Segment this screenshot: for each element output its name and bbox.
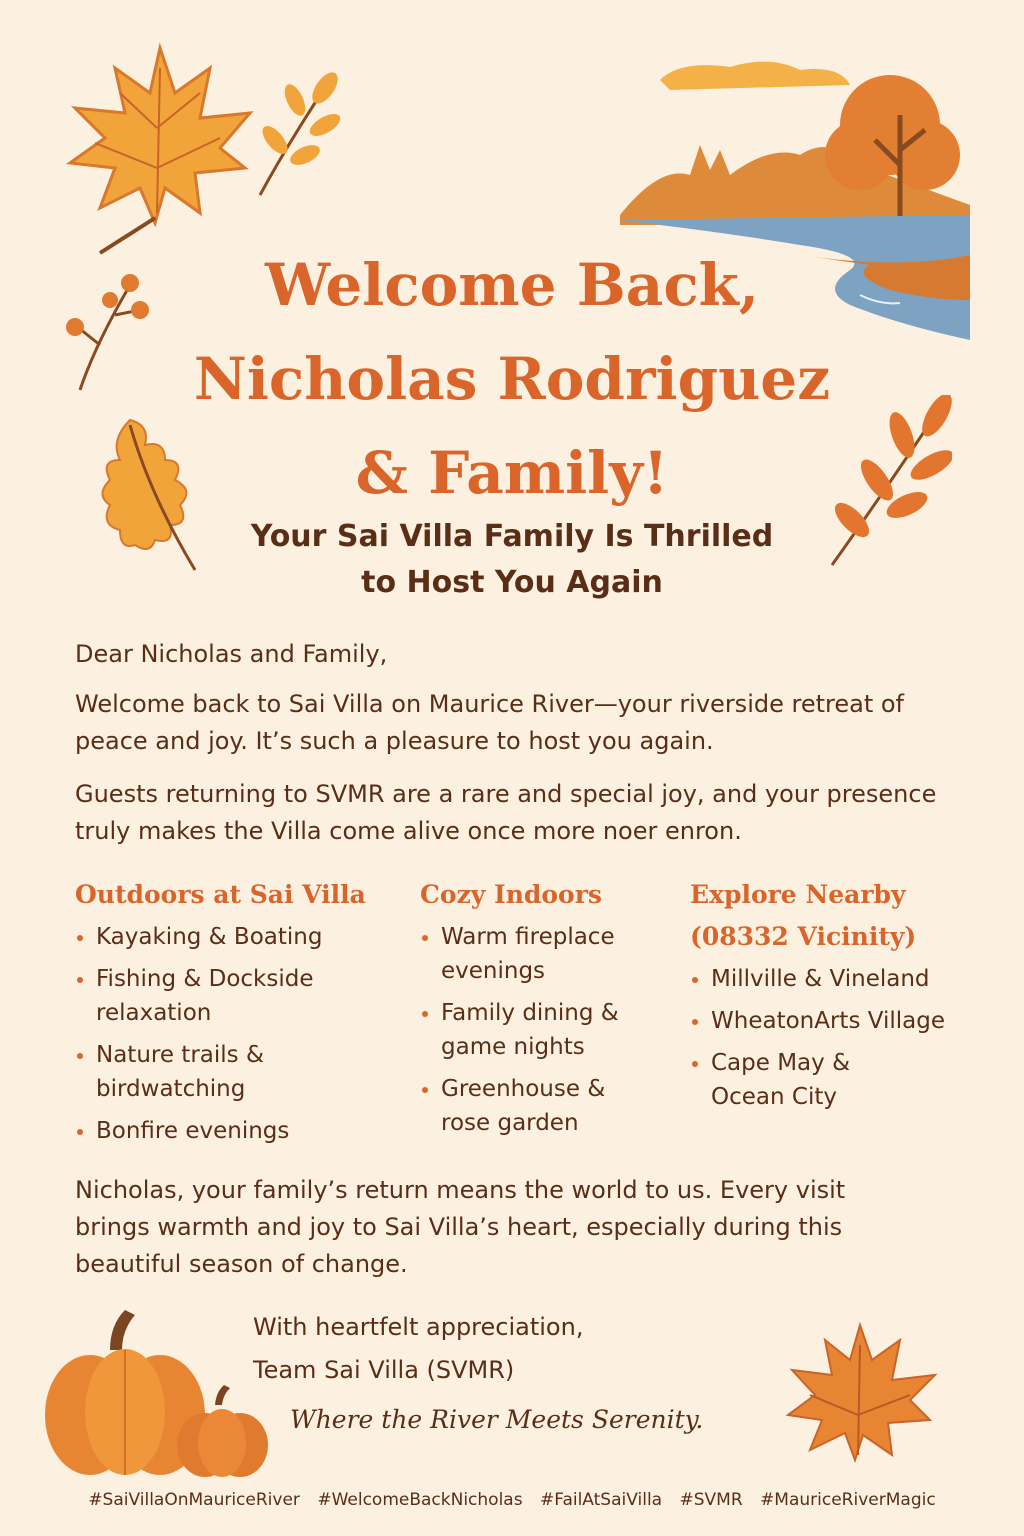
hashtag: #SVMR (679, 1490, 743, 1510)
column-heading: Outdoors at Sai Villa (75, 880, 366, 909)
page-subtitle (0, 514, 1024, 606)
closing-line: With heartfelt appreciation, (253, 1313, 584, 1341)
title-line: Welcome Back, (264, 251, 760, 319)
letter-paragraph: Nicholas, your family’s return means the world to us. Every visit brings warmth and joy to Sai Villa’s heart, especially during this beautiful season of change. (75, 1176, 846, 1278)
tagline: Where the River Meets Serenity. (290, 1405, 704, 1434)
list-item: Millville & Vineland (690, 962, 1010, 996)
activity-column-indoors (420, 874, 665, 1148)
page-title (0, 238, 1024, 520)
letter-paragraph: Guests returning to SVMR are a rare and special joy, and your presence truly makes the Villa come alive once more noer enron. (75, 780, 937, 845)
hashtag: #WelcomeBackNicholas (317, 1490, 523, 1510)
leaf-branch-icon (245, 70, 345, 200)
pumpkin-icon (40, 1300, 270, 1480)
letter-greeting: Dear Nicholas and Family, (75, 640, 388, 668)
activity-column-outdoors (75, 874, 395, 1156)
list-item: Family dining & game nights (420, 996, 645, 1064)
hashtag-row (0, 1490, 1024, 1510)
hashtag: #MauriceRiverMagic (760, 1490, 936, 1510)
title-line: Nicholas Rodriguez (193, 345, 831, 413)
list-item: Nature trails & birdwatching (75, 1038, 295, 1106)
activity-column-nearby (690, 874, 1010, 1122)
column-heading: Cozy Indoors (420, 880, 602, 909)
maple-leaf-icon (60, 38, 260, 258)
list-item: WheatonArts Village (690, 1004, 1010, 1038)
list-item: Fishing & Dockside relaxation (75, 962, 335, 1030)
signature: Team Sai Villa (SVMR) (253, 1356, 515, 1384)
column-heading: Explore Nearby (08332 Vicinity) (690, 880, 917, 951)
subtitle-line: Your Sai Villa Family Is Thrilled (250, 519, 774, 554)
list-item: Kayaking & Boating (75, 920, 395, 954)
list-item: Greenhouse & rose garden (420, 1072, 645, 1140)
hashtag: #FailAtSaiVilla (539, 1490, 663, 1510)
list-item: Bonfire evenings (75, 1114, 395, 1148)
hashtag: #SaiVillaOnMauriceRiver (88, 1490, 300, 1510)
title-line: & Family! (355, 439, 669, 507)
maple-leaf-icon (780, 1315, 945, 1465)
list-item: Cape May & Ocean City (690, 1046, 890, 1114)
list-item: Warm fireplace evenings (420, 920, 645, 988)
letter-paragraph: Welcome back to Sai Villa on Maurice River—your riverside retreat of peace and joy. It’s such a pleasure to host you again. (75, 690, 904, 755)
subtitle-line: to Host You Again (361, 565, 663, 600)
